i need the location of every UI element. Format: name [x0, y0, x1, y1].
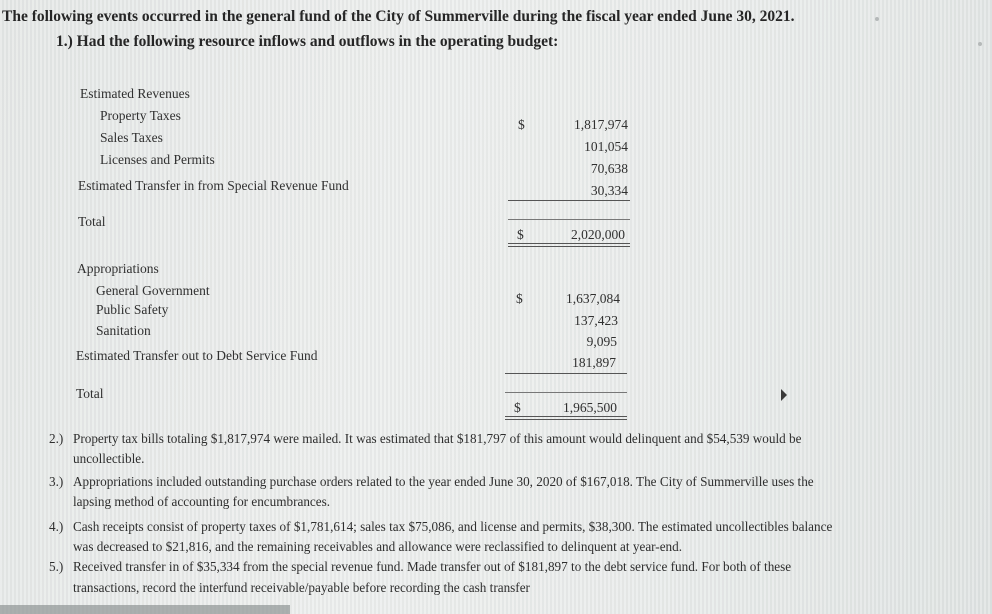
revenue-amount: 70,638: [590, 161, 628, 176]
event-text-continued: uncollectible.: [73, 451, 145, 466]
event-number: 4.): [49, 519, 64, 534]
revenue-amount: 1,817,974: [574, 117, 628, 132]
subtotal-rule: [505, 373, 627, 374]
event-item: [49, 431, 802, 447]
appropriations-total-dollar-sign: $: [514, 400, 521, 415]
revenue-dollar-sign: $: [518, 117, 525, 132]
event-item: [49, 474, 814, 490]
bottom-edge-bar: [0, 605, 290, 614]
intro-text: The following events occurred in the general fund of the City of Summerville during the fiscal year ended June 30, 2021.: [2, 8, 795, 25]
appropriations-heading: Appropriations: [77, 261, 159, 276]
appropriation-label: General Government: [96, 283, 210, 298]
revenue-amount: 30,334: [590, 183, 628, 198]
total-double-rule: [505, 416, 627, 420]
event-text: Cash receipts consist of property taxes of $1,781,614; sales tax $75,086, and license and permits, $38,300. The estimated uncollectibles balance: [73, 519, 833, 534]
appropriation-amount: 9,095: [586, 334, 617, 349]
revenues-total-label: Total: [78, 214, 106, 229]
event-number: 2.): [49, 431, 64, 446]
event-number: 5.): [49, 559, 64, 574]
revenue-label: Estimated Transfer in from Special Revenue Fund: [78, 178, 349, 193]
event-text-continued: was decreased to $21,816, and the remaining receivables and allowance were reclassified to delinquent at year-end.: [73, 539, 683, 554]
appropriation-dollar-sign: $: [516, 291, 523, 306]
revenues-total-amount: 2,020,000: [571, 227, 625, 242]
event-item: [49, 559, 791, 575]
revenue-label: Property Taxes: [100, 108, 181, 123]
appropriation-label: Public Safety: [96, 302, 169, 317]
appropriation-amount: 1,637,084: [566, 291, 620, 306]
event-text: Appropriations included outstanding purchase orders related to the year ended June 30, 2020 of $167,018. The City of Summerville uses the: [73, 474, 814, 489]
total-top-rule: [505, 392, 627, 393]
speck: [875, 17, 879, 21]
revenue-label: Licenses and Permits: [100, 152, 215, 167]
total-double-rule: [508, 243, 630, 247]
appropriation-amount: 137,423: [574, 313, 618, 328]
appropriation-label: Sanitation: [96, 323, 151, 338]
event-number: 3.): [49, 474, 64, 489]
revenues-heading: Estimated Revenues: [80, 86, 190, 101]
event-text-continued: transactions, record the interfund receivable/payable before recording the cash transfer: [73, 580, 530, 595]
subtotal-rule: [508, 200, 630, 201]
revenues-total-dollar-sign: $: [517, 227, 524, 242]
revenue-label: Sales Taxes: [100, 130, 163, 145]
appropriations-total-amount: 1,965,500: [563, 400, 617, 415]
play-marker-icon: [781, 389, 787, 401]
event-item: [49, 519, 832, 535]
speck: [978, 42, 982, 46]
event-text: Property tax bills totaling $1,817,974 were mailed. It was estimated that $181,797 of this amount would delinquent and $54,539 would be: [73, 431, 802, 446]
appropriations-total-label: Total: [76, 386, 104, 401]
appropriation-amount: 181,897: [572, 355, 616, 370]
appropriation-label: Estimated Transfer out to Debt Service Fund: [76, 348, 318, 363]
revenue-amount: 101,054: [584, 139, 628, 154]
event-text-continued: lapsing method of accounting for encumbrances.: [73, 494, 331, 509]
event-text: Received transfer in of $35,334 from the special revenue fund. Made transfer out of $181,897 to the debt service fund. For both of these: [73, 559, 792, 574]
item-1-heading: 1.) Had the following resource inflows and outflows in the operating budget:: [56, 33, 559, 50]
total-top-rule: [508, 219, 630, 220]
